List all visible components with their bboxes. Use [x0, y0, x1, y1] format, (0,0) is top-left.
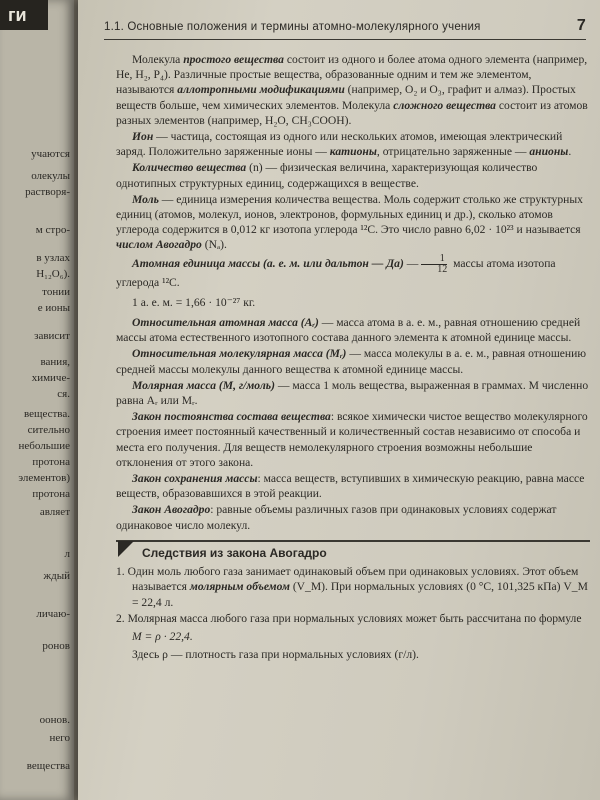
term: аллотропными модификациями [177, 83, 345, 97]
left-fragment: него [49, 732, 70, 744]
left-fragment: ронов [42, 640, 70, 652]
term: Закон сохранения массы [132, 472, 258, 486]
section-title: Следствия из закона Авогадро [142, 546, 590, 561]
paragraph-amu: Атомная единица массы (а. е. м. или дальтон — Да) — $\frac{1}{12}$ массы атома изотопа углерода ¹²C. [116, 252, 556, 289]
paragraph-avogadro-law: Закон Авогадро: равные объемы различных газов при одинаковых условиях содержат одинаковое число молекул. [116, 503, 557, 532]
fraction: $\frac{1}{12}$ [421, 254, 447, 275]
paragraph-mole: Моль — единица измерения количества вещества. Моль содержит столько же структурных единиц (атомов, молекул, ионов, электронов, формульных единиц и др.), сколько атомов углерода содержится в 0,012 кг изотопа углерода ¹²C. Это число равно 6,02 · 10²³ и называется числом Авогадро (Nₐ). [116, 192, 583, 252]
term: Закон Авогадро [132, 503, 211, 517]
list-item: 1. Один моль любого газа занимает одинаковый объем при одинаковых условиях. Этот объем называется молярным объемом (V_M). При нормальных условиях (0 °C, 101,325 кПа) V_M = 22,4 л. [116, 565, 588, 609]
left-fragment: H₁₂O₆). [36, 268, 70, 280]
left-fragment: личаю- [36, 608, 70, 620]
left-fragment: зависит [34, 330, 70, 342]
left-page-edge [0, 0, 74, 800]
left-fragment: протона [32, 488, 70, 500]
term: Относительная молекулярная масса (Mᵣ) [132, 347, 347, 361]
list-item: 2. Молярная масса любого газа при нормальных условиях может быть рассчитана по формуле [116, 611, 582, 625]
left-fragment: учаются [31, 148, 70, 160]
left-fragment: олекулы [31, 170, 70, 182]
term: Ион [132, 130, 154, 144]
running-header [104, 17, 586, 40]
left-fragment: растворя- [25, 186, 70, 198]
term: сложного вещества [393, 98, 496, 112]
left-fragment: м стро- [35, 224, 70, 236]
term: простого вещества [183, 53, 284, 66]
left-fragment: химиче- [31, 372, 70, 384]
term: Молярная масса (M, г/моль) [132, 378, 275, 392]
term: Атомная единица массы (а. е. м. или дальтон — Да) [132, 256, 404, 270]
left-fragment: протона [32, 456, 70, 468]
formula-note: Здесь ρ — плотность газа при нормальных условиях (г/л). [132, 648, 419, 662]
term: Закон постоянства состава вещества [132, 410, 331, 424]
term: молярным объемом [189, 580, 290, 594]
left-fragment: вещества [26, 760, 70, 772]
left-fragment: авляет [39, 506, 70, 518]
formula-molar-mass: M = ρ · 22,4. [132, 629, 193, 643]
paragraph-ion: Ион — частица, состоящая из одного или нескольких атомов, имеющая электрический заряд. Положительно заряженные ионы — катионы, отрицательно заряженные — анионы. [116, 130, 572, 159]
term: анионы [529, 145, 569, 159]
left-fragment: сительно [27, 424, 70, 436]
formula-amu: 1 а. е. м. = 1,66 · 10⁻²⁷ кг. [132, 295, 256, 309]
page-content [116, 52, 590, 663]
left-fragment: вания, [40, 356, 70, 368]
term: катионы [329, 145, 377, 159]
left-fragment: л [64, 548, 70, 560]
paragraph-amount: Количество вещества (n) — физическая величина, характеризующая количество однотипных структурных единиц, содержащихся в веществе. [116, 161, 538, 190]
left-fragment: небольшие [18, 440, 70, 452]
header-title: 1.1. Основные положения и термины атомно-молекулярного учения [104, 21, 481, 33]
page-number: 7 [576, 17, 586, 34]
left-fragment: ся. [57, 388, 70, 400]
avogadro-consequences-section [116, 540, 590, 662]
left-fragment: ждый [43, 570, 70, 582]
left-fragment: тонии [42, 286, 70, 298]
left-fragment: элементов) [18, 472, 70, 484]
left-fragment: е ионы [37, 302, 70, 314]
left-fragment: оонов. [39, 714, 70, 726]
term: числом Авогадро [116, 238, 202, 252]
term: Моль [132, 192, 159, 206]
paragraph-relative-atomic-mass: Относительная атомная масса (Aᵣ) — масса атома в а. е. м., равная отношению средней массы атома естественного изотопного состава данного элемента к атомной единице массы. [116, 316, 581, 345]
paragraph-law-constant-composition: Закон постоянства состава вещества: всякое химически чистое вещество молекулярного строения имеет постоянный качественный и количественный состав независимо от способа и места его получения. Для веществ немолекулярного строения возможны небольшие отклонения от этого закона. [116, 410, 588, 469]
left-fragment: в узлах [36, 252, 70, 264]
chapter-tab: ги [0, 0, 48, 30]
book-page [78, 0, 600, 800]
paragraph-molar-mass: Молярная масса (M, г/моль) — масса 1 моль вещества, выраженная в граммах. M численно равна Aᵣ или Mᵣ. [116, 378, 589, 408]
term: Относительная атомная масса (Aᵣ) [132, 316, 319, 330]
paragraph-law-conservation-mass: Закон сохранения массы: масса веществ, вступивших в химическую реакцию, равна массе веществ, образовавшихся в этой реакции. [116, 472, 585, 501]
left-fragment: вещества. [23, 408, 70, 420]
paragraph-relative-molecular-mass: Относительная молекулярная масса (Mᵣ) — масса молекулы в а. е. м., равная отношению средней массы молекулы данного вещества к атомной единице массы. [116, 347, 586, 376]
triangle-marker-icon [118, 541, 134, 557]
paragraph-simple-substance: Молекула простого вещества состоит из одного и более атома одного элемента (например, He, H₂, P₄). Различные простые вещества, образованные одним и тем же элементом, называются аллотропными модификациями (например, O₂ и O₃, графит и алмаз). Простых веществ больше, чем химических элементов. Молекула сложного вещества состоит из атомов разных элементов (например, H₂O, CH₃COOH). [116, 53, 588, 127]
term: Количество вещества [132, 161, 247, 175]
